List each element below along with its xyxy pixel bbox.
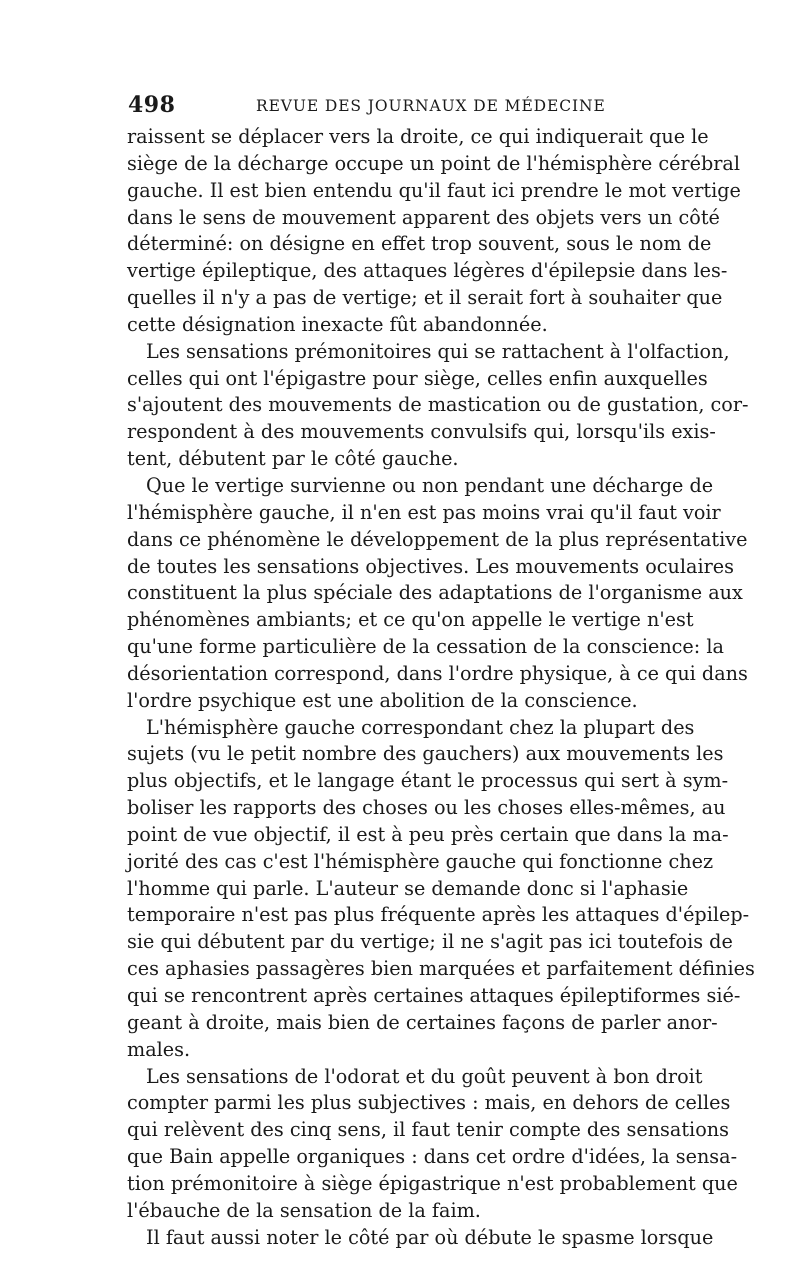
text-line: tion prémonitoire à siège épigastrique n'est probablement que xyxy=(127,1171,738,1195)
text-line: l'ébauche de la sensation de la faim. xyxy=(127,1198,481,1222)
text-line: temporaire n'est pas plus fréquente après les attaques d'épilep- xyxy=(127,903,750,927)
text-line: l'ordre psychique est une abolition de la conscience. xyxy=(127,688,638,712)
text-line: point de vue objectif, il est à peu près certain que dans la ma- xyxy=(127,822,729,846)
text-line: dans le sens de mouvement apparent des objets vers un côté xyxy=(127,205,720,229)
text-line: de toutes les sensations objectives. Les mouvements oculaires xyxy=(127,554,734,578)
page-header xyxy=(128,92,680,118)
text-line: qui se rencontrent après certaines attaques épileptiformes sié- xyxy=(127,984,741,1007)
text-line: gauche. Il est bien entendu qu'il faut ici prendre le mot vertige xyxy=(127,178,741,202)
text-line: qui relèvent des cinq sens, il faut tenir compte des sensations xyxy=(127,1118,729,1142)
paragraph-first-line: Il faut aussi noter le côté par où débute le spasme lorsque xyxy=(146,1225,714,1249)
text-line: plus objectifs, et le langage étant le processus qui sert à sym- xyxy=(127,769,729,793)
text-line: constituent la plus spéciale des adaptations de l'organisme aux xyxy=(127,581,743,605)
paragraph-first-line: L'hémisphère gauche correspondant chez la plupart des xyxy=(146,715,695,739)
text-line: que Bain appelle organiques : dans cet ordre d'idées, la sensa- xyxy=(127,1145,738,1169)
text-line: males. xyxy=(127,1037,191,1061)
text-line: jorité des cas c'est l'hémisphère gauche qui fonctionne chez xyxy=(127,849,714,873)
text-line: boliser les rapports des choses ou les choses elles-mêmes, au xyxy=(127,796,726,820)
paragraph-first-line: Les sensations prémonitoires qui se rattachent à l'olfaction, xyxy=(146,339,730,363)
text-line: celles qui ont l'épigastre pour siège, celles enfin auxquelles xyxy=(127,366,708,390)
text-line: siège de la décharge occupe un point de l'hémisphère cérébral xyxy=(127,151,740,175)
text-line: déterminé: on désigne en effet trop souvent, sous le nom de xyxy=(127,232,712,256)
text-line: phénomènes ambiants; et ce qu'on appelle le vertige n'est xyxy=(127,608,694,632)
text-line: l'homme qui parle. L'auteur se demande donc si l'aphasie xyxy=(127,876,689,900)
text-line: qu'une forme particulière de la cessation de la conscience: la xyxy=(127,635,724,659)
paragraph-first-line: Que le vertige survienne ou non pendant une décharge de xyxy=(146,473,714,497)
text-line: respondent à des mouvements convulsifs qui, lorsqu'ils exis- xyxy=(127,420,716,444)
running-title: REVUE DES JOURNAUX DE MÉDECINE xyxy=(256,97,606,115)
text-line: vertige épileptique, des attaques légères d'épilepsie dans les- xyxy=(127,259,728,283)
paragraph-first-line: Les sensations de l'odorat et du goût peuvent à bon droit xyxy=(146,1064,703,1088)
body-text xyxy=(127,124,755,1251)
text-line: s'ajoutent des mouvements de mastication ou de gustation, cor- xyxy=(127,393,749,417)
text-line: sie qui débutent par du vertige; il ne s'agit pas ici toutefois de xyxy=(127,930,733,954)
text-line: raissent se déplacer vers la droite, ce qui indiquerait que le xyxy=(127,125,709,148)
text-line: l'hémisphère gauche, il n'en est pas moins vrai qu'il faut voir xyxy=(127,500,721,524)
text-line: geant à droite, mais bien de certaines façons de parler anor- xyxy=(127,1010,718,1034)
text-line: compter parmi les plus subjectives : mais, en dehors de celles xyxy=(127,1091,731,1115)
text-line: cette désignation inexacte fût abandonnée. xyxy=(127,312,548,336)
text-line: désorientation correspond, dans l'ordre physique, à ce qui dans xyxy=(127,661,748,685)
text-line: tent, débutent par le côté gauche. xyxy=(127,447,459,471)
text-line: quelles il n'y a pas de vertige; et il serait fort à souhaiter que xyxy=(127,286,723,310)
text-line: dans ce phénomène le développement de la plus représentative xyxy=(127,527,748,551)
text-line: ces aphasies passagères bien marquées et parfaitement définies xyxy=(127,957,755,981)
text-line: sujets (vu le petit nombre des gauchers) aux mouvements les xyxy=(127,742,724,766)
page-number: 498 xyxy=(128,92,176,118)
